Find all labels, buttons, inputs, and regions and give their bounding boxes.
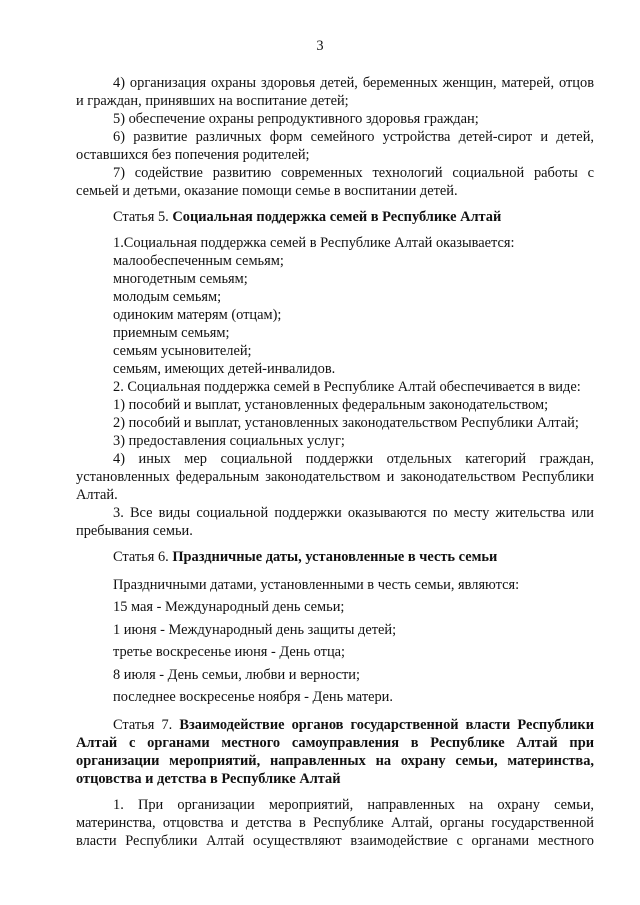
- document-body: [76, 74, 594, 850]
- intro-item-4: 4) организация охраны здоровья детей, беременных женщин, матерей, отцов и граждан, принявших на воспитание детей;: [76, 75, 594, 109]
- page-number: 3: [316, 38, 324, 54]
- holiday-date-item: 15 мая - Международный день семьи;: [113, 599, 345, 616]
- article-5-paragraph-2: 2. Социальная поддержка семей в Республике Алтай обеспечивается в виде:: [113, 379, 581, 395]
- recipient-item: семьям усыновителей;: [113, 343, 252, 359]
- recipient-item: молодым семьям;: [113, 289, 222, 305]
- article-5-label: Статья 5.: [113, 209, 169, 225]
- article-7-title: Взаимодействие органов государственной власти Республики Алтай с органами местного самоуправления в Республике Алтай при организации мероприятий, направленных на охрану семьи, материнства, отцовства и детства в Республике Алтай: [76, 717, 594, 788]
- holiday-date-item: последнее воскресенье ноября - День матери.: [113, 689, 393, 706]
- recipient-item: приемным семьям;: [113, 325, 230, 341]
- intro-item-6: 6) развитие различных форм семейного устройства детей-сирот и детей, оставшихся без попечения родителей;: [76, 129, 594, 163]
- intro-item-5: 5) обеспечение охраны репродуктивного здоровья граждан;: [113, 111, 479, 127]
- support-form-item: 3) предоставления социальных услуг;: [113, 433, 345, 449]
- article-5-title: Социальная поддержка семей в Республике Алтай: [172, 209, 502, 225]
- article-6-intro: Праздничными датами, установленными в честь семьи, являются:: [113, 577, 520, 593]
- article-7-paragraph-1: 1. При организации мероприятий, направленных на охрану семьи, материнства, отцовства и детства в Республике Алтай, органы государственной власти Республики Алтай осуществляют взаимодействие с органами местного: [76, 797, 594, 850]
- holiday-date-item: третье воскресенье июня - День отца;: [113, 644, 346, 661]
- support-form-item: 2) пособий и выплат, установленных законодательством Республики Алтай;: [113, 415, 579, 431]
- recipient-item: малообеспеченным семьям;: [113, 253, 284, 269]
- article-7-label: Статья 7.: [113, 717, 173, 734]
- article-5-heading: [76, 208, 594, 226]
- recipient-item: одиноким матерям (отцам);: [113, 307, 282, 323]
- support-form-item: 1) пособий и выплат, установленных федеральным законодательством;: [113, 397, 549, 413]
- article-6-heading: [76, 548, 594, 566]
- support-form-item: 4) иных мер социальной поддержки отдельных категорий граждан, установленных федеральным законодательством и законодательством Республики Алтай.: [76, 451, 594, 503]
- intro-item-7: 7) содействие развитию современных технологий социальной работы с семьей и детьми, оказание помощи семье в воспитании детей.: [76, 165, 594, 199]
- recipient-item: многодетным семьям;: [113, 271, 248, 287]
- article-6-title: Праздничные даты, установленные в честь семьи: [172, 549, 498, 565]
- holiday-date-item: 8 июля - День семьи, любви и верности;: [113, 666, 361, 683]
- recipient-item: семьям, имеющих детей-инвалидов.: [113, 361, 336, 377]
- article-6-label: Статья 6.: [113, 549, 169, 565]
- article-5-intro: 1.Социальная поддержка семей в Республике Алтай оказывается:: [113, 235, 515, 251]
- holiday-date-item: 1 июня - Международный день защиты детей;: [113, 621, 397, 638]
- article-5-paragraph-3: 3. Все виды социальной поддержки оказываются по месту жительства или пребывания семьи.: [76, 505, 594, 539]
- article-7-heading: [76, 716, 594, 788]
